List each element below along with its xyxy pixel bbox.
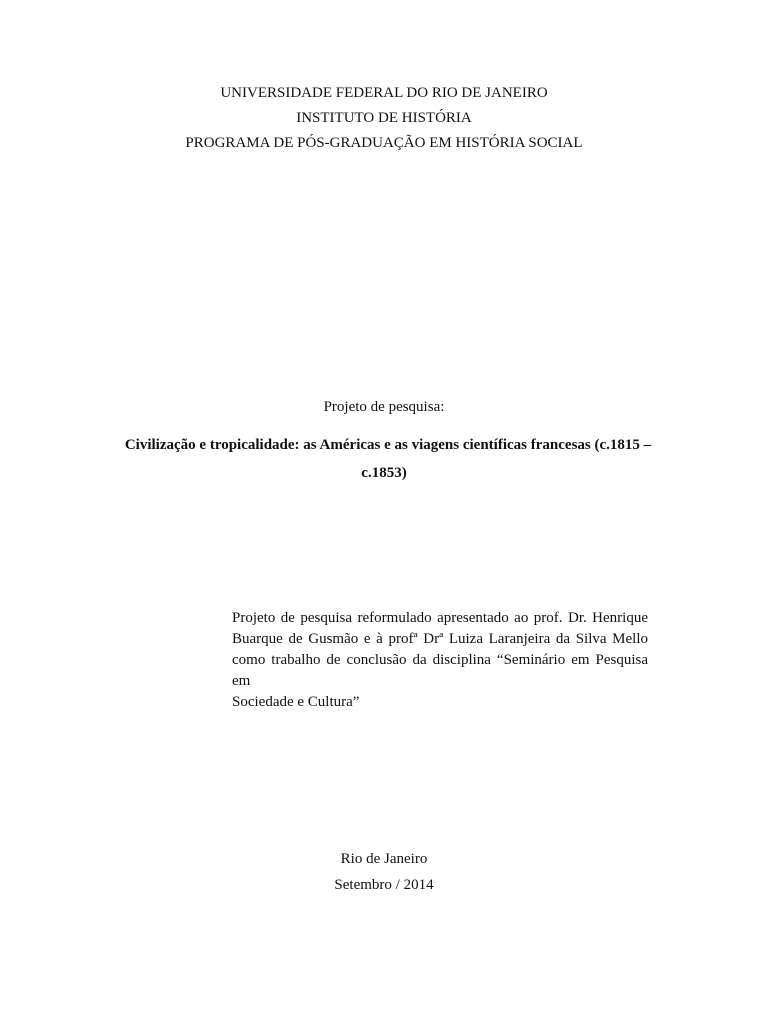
university-name: UNIVERSIDADE FEDERAL DO RIO DE JANEIRO — [220, 85, 548, 101]
institute-name: INSTITUTO DE HISTÓRIA — [296, 110, 472, 126]
project-label: Projeto de pesquisa: — [323, 399, 445, 415]
project-description — [232, 608, 648, 713]
description-line: como trabalho de conclusão da disciplina “Seminário em Pesquisa em — [232, 652, 648, 689]
date: Setembro / 2014 — [334, 877, 434, 893]
description-line: Projeto de pesquisa reformulado apresentado ao prof. Dr. Henrique — [232, 610, 648, 626]
description-line: Buarque de Gusmão e à profª Drª Luiza Laranjeira da Silva Mello — [232, 631, 648, 647]
project-title-line-1: Civilização e tropicalidade: as Américas e as viagens científicas francesas (c.1815 – — [124, 437, 652, 453]
program-name: PROGRAMA DE PÓS-GRADUAÇÃO EM HISTÓRIA SOCIAL — [185, 135, 583, 151]
description-line: Sociedade e Cultura” — [232, 694, 360, 710]
institution-header — [0, 84, 768, 159]
city: Rio de Janeiro — [340, 851, 428, 867]
project-title-line-2: c.1853) — [361, 465, 407, 481]
